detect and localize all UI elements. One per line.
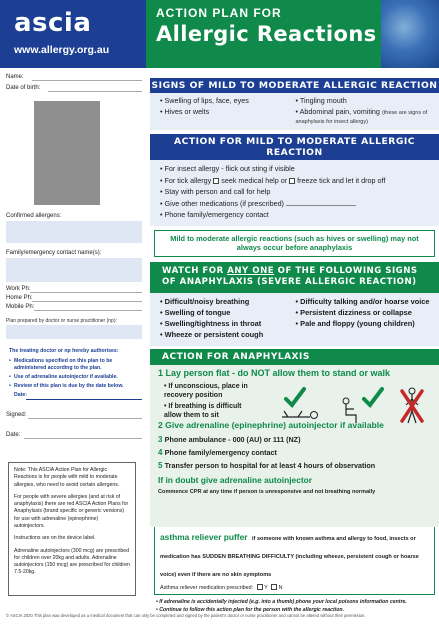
review-date-label: Date:: [14, 392, 27, 399]
brand-block: [0, 0, 146, 68]
symptom-note: (these are signs of anaphylaxis for insect allergy): [295, 110, 428, 125]
dob-label: Date of birth:: [6, 85, 41, 91]
reliever-yes-label: Y: [264, 584, 268, 591]
title-line-1: ACTION PLAN FOR: [156, 6, 282, 20]
step-4-text: Phone family/emergency contact: [164, 447, 277, 457]
action-item: • Phone family/emergency contact: [160, 210, 429, 219]
anaphylaxis-signs-list: [150, 293, 439, 346]
home-phone-field[interactable]: [32, 301, 142, 302]
date-field[interactable]: [24, 438, 142, 439]
note-paragraph: Instructions are on the device label.: [14, 535, 96, 542]
symptom-item-wrap: [296, 107, 432, 125]
anaphylaxis-sign: • Wheeze or persistent cough: [160, 330, 296, 339]
title-block: [146, 0, 439, 68]
check-mark-icon: [286, 389, 304, 405]
copyright-footer: © ASCIA 2020 This plan was developed as a medical document that can only be completed and signed by the patient's doctor or nurse practitioner and cannot be altered without their permission.: [6, 613, 366, 618]
watch-heading: [150, 262, 439, 293]
watch-heading-emphasis: ANY ONE: [227, 265, 275, 276]
step-3-text: Phone ambulance - 000 (AU) or 111 (NZ): [164, 434, 301, 444]
photo-placeholder[interactable]: [34, 101, 100, 205]
action-item: • Stay with person and call for help: [160, 187, 429, 196]
symptom-item: • Swelling of lips, face, eyes: [160, 96, 296, 105]
note-box: [8, 462, 136, 596]
signed-label: Signed:: [6, 412, 27, 418]
step-1: 1 Lay person flat - do NOT allow them to stand or walk: [158, 367, 391, 378]
reliever-no-label: N: [278, 584, 283, 591]
other-medications-field[interactable]: [286, 205, 356, 206]
seek-help-checkbox[interactable]: [213, 178, 219, 184]
watch-heading-post: OF THE FOLLOWING SIGNS OF ANAPHYLAXIS (SEVERE ALLERGIC REACTION): [162, 265, 418, 288]
authorisation-item: • Use of adrenaline autoinjector if available.: [9, 374, 139, 381]
warning-box: Mild to moderate allergic reactions (such as hives or swelling) may not always occur before anaphylaxis: [154, 230, 435, 257]
step-3: 3 Phone ambulance - 000 (AU) or 111 (NZ): [158, 434, 301, 444]
signs-mild-list: [150, 93, 439, 130]
anaphylaxis-sign: • Persistent dizziness or collapse: [296, 308, 432, 317]
prepared-by-field[interactable]: [6, 325, 142, 339]
note-paragraph: Adrenaline autoinjectors (300 mcg) are prescribed for children over 20kg and adults. Adrenaline autoinjectors (150 mcg) are prescribed for children 7.5-20kg.: [14, 547, 130, 576]
freeze-tick-checkbox[interactable]: [289, 178, 295, 184]
symptom-item: • Hives or welts: [160, 107, 296, 116]
step-1-sub-1-text: If unconscious, place in recovery position: [164, 382, 248, 400]
symptom-item: • Tingling mouth: [296, 96, 432, 105]
note-paragraph: For people with severe allergies (and at risk of anaphylaxis) there are red ASCIA Action Plans for Anaphylaxis (brand specific or generic versions) for use with adrenaline (epinephrine) autoinjectors.: [14, 493, 129, 529]
tick-allergy-row: [160, 176, 429, 185]
note-paragraph: Note: This ASCIA Action Plan for Allergic Reactions is for people with mild to moderate allergies, who need to avoid certain allergens.: [14, 467, 120, 488]
authorisation-item: • Review of this plan is due by the date below.: [9, 383, 139, 390]
home-phone-label: Home Ph:: [6, 295, 33, 301]
step-5-text: Transfer person to hospital for at least 4 hours of observation: [164, 460, 376, 470]
action-plan-column: [150, 70, 439, 615]
dob-field[interactable]: [48, 91, 142, 92]
name-field[interactable]: [32, 80, 142, 81]
check-mark-icon: [364, 389, 382, 405]
mobile-phone-field[interactable]: [34, 310, 142, 311]
work-phone-label: Work Ph:: [6, 286, 31, 292]
step-2: 2 Give adrenaline (epinephrine) autoinjector if available: [158, 419, 384, 430]
review-date-field[interactable]: [26, 399, 142, 400]
page-title: Allergic Reactions: [156, 22, 377, 46]
action-item: • For insect allergy - flick out sting if visible: [160, 164, 429, 173]
action-item: • Give other medications (if prescribed): [160, 199, 284, 208]
reliever-no-checkbox[interactable]: [271, 584, 277, 590]
asthma-instruction-heading: asthma reliever puffer: [160, 531, 248, 542]
other-medications-row: [160, 199, 429, 208]
step-2-text: Give adrenaline (epinephrine) autoinjector if available: [165, 419, 384, 430]
anaphylaxis-heading: ACTION FOR ANAPHYLAXIS: [150, 349, 439, 365]
signs-mild-heading: SIGNS OF MILD TO MODERATE ALLERGIC REACTION: [151, 80, 438, 91]
header: [0, 0, 439, 68]
anaphylaxis-steps: [150, 365, 439, 527]
authorisation-item: • Medications specified on this plan to be administered according to the plan.: [9, 358, 139, 372]
step-5: 5 Transfer person to hospital for at least 4 hours of observation: [158, 460, 376, 470]
authorisation-heading: The treating doctor or np hereby authorises:: [9, 348, 119, 354]
asthma-instruction-text: if someone with known asthma and allergy to food, insects or medication has SUDDEN BREATHING DIFFICULTY (including wheeze, persistent cough or hoarse voice) even if there are no skin symptoms: [160, 535, 419, 578]
anaphylaxis-sign: • Swelling/tightness in throat: [160, 319, 296, 328]
website-url[interactable]: www.allergy.org.au: [14, 44, 110, 56]
reliever-label: Asthma reliever medication prescribed:: [160, 584, 254, 591]
prepared-by-note: Plan prepared by doctor or nurse practitioner (np):: [6, 318, 117, 324]
name-label: Name:: [6, 74, 24, 80]
mobile-phone-label: Mobile Ph:: [6, 304, 35, 310]
authorisation-block: [6, 346, 142, 401]
footnote: • If adrenaline is accidentally injected (e.g. into a thumb) phone your local poisons information centre.: [156, 598, 407, 605]
recovery-position-figure: [282, 411, 318, 419]
anaphylaxis-sign: • Difficulty talking and/or hoarse voice: [296, 297, 432, 306]
action-mild-list: [150, 160, 439, 226]
anaphylaxis-sign: • Pale and floppy (young children): [296, 319, 432, 328]
step-1-sub-1: • If unconscious, place in recovery position: [164, 382, 248, 400]
emergency-contact-field[interactable]: [6, 258, 142, 282]
action-item-option: freeze tick and let it drop off: [297, 175, 386, 185]
ascia-logo: ascia: [14, 8, 92, 38]
symptom-item: • Abdominal pain, vomiting: [296, 107, 380, 116]
patient-details-column: [6, 70, 146, 610]
anaphylaxis-sign: • Difficult/noisy breathing: [160, 297, 296, 306]
in-doubt-instruction: If in doubt give adrenaline autoinjector: [158, 474, 313, 485]
decorative-graphic: [381, 0, 439, 68]
cpr-instruction: Commence CPR at any time if person is unresponsive and not breathing normally: [158, 488, 376, 495]
anaphylaxis-sign: • Swelling of tongue: [160, 308, 296, 317]
action-mild-heading: ACTION FOR MILD TO MODERATE ALLERGIC REACTION: [150, 134, 439, 160]
confirmed-allergens-label: Confirmed allergens:: [6, 213, 62, 219]
positioning-illustrations: [262, 385, 432, 425]
step-1-sub-2: • If breathing is difficult allow them to sit: [164, 402, 242, 420]
reliever-yes-checkbox[interactable]: [257, 584, 263, 590]
step-4: 4 Phone family/emergency contact: [158, 447, 277, 457]
step-1-text: Lay person flat - do NOT allow them to stand or walk: [165, 367, 391, 378]
emergency-contact-label: Family/emergency contact name(s):: [6, 250, 102, 256]
reliever-prescribed-row: [160, 584, 429, 591]
confirmed-allergens-field[interactable]: [6, 221, 142, 243]
footnote-text: If adrenaline is accidentally injected (e.g. into a thumb) phone your local poisons information centre.: [159, 598, 407, 605]
action-item: • For tick allergy: [160, 176, 211, 185]
signed-field[interactable]: [28, 418, 142, 419]
work-phone-field[interactable]: [30, 292, 142, 293]
action-item-option: seek medical help or: [221, 175, 288, 185]
step-1-sub-2-text: If breathing is difficult allow them to sit: [164, 402, 242, 420]
date-label: Date:: [6, 432, 21, 438]
footnote: • Continue to follow this action plan for the person with the allergic reaction.: [156, 606, 345, 613]
footnote-text: Continue to follow this action plan for the person with the allergic reaction.: [159, 606, 345, 613]
watch-heading-pre: WATCH FOR: [162, 265, 228, 276]
